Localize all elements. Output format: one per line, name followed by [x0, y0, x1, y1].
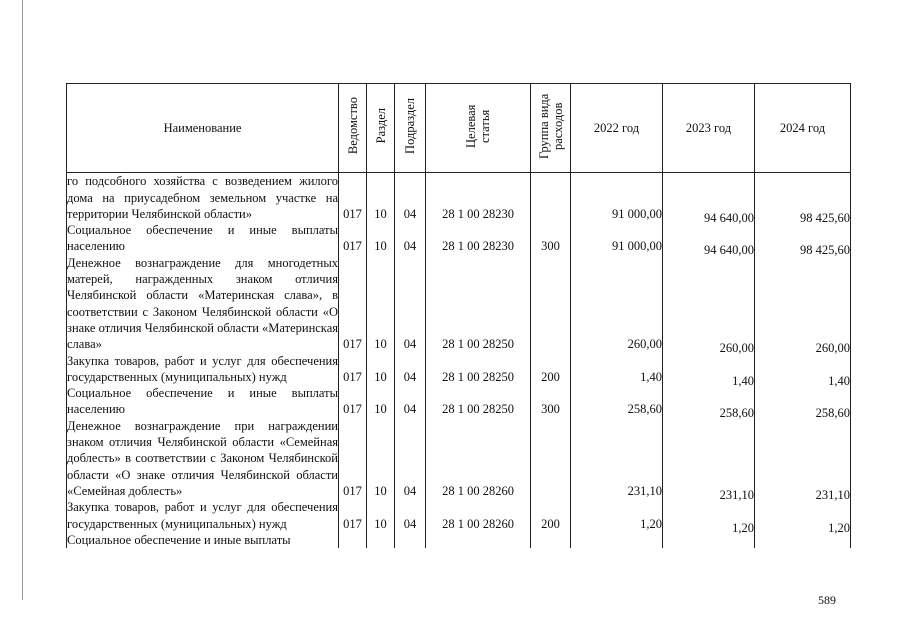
cell-vedomstvo: 017 [339, 499, 367, 532]
cell-2024: 1,40 [755, 357, 851, 390]
cell-vedomstvo [339, 532, 367, 548]
cell-2022: 1,20 [571, 499, 663, 532]
cell-2022 [571, 532, 663, 548]
cell-target: 28 1 00 28260 [426, 499, 531, 532]
cell-name: го подсобного хозяйства с возведением жилого дома на приусадебном земельном участке на территории Челябинской области» [67, 174, 338, 221]
cell-razdel: 10 [367, 255, 395, 353]
cell-razdel: 10 [367, 173, 395, 222]
table-row [67, 173, 851, 222]
cell-podrazdel: 04 [395, 418, 426, 499]
cell-vedomstvo: 017 [339, 255, 367, 353]
cell-name: Закупка товаров, работ и услуг для обеспечения государственных (муниципальных) нужд [67, 500, 338, 531]
cell-2024: 260,00 [755, 259, 851, 357]
cell-vedomstvo: 017 [339, 353, 367, 386]
table-body [67, 173, 851, 548]
cell-group [531, 173, 571, 222]
cell-2022: 91 000,00 [571, 222, 663, 255]
table-row [67, 418, 851, 499]
cell-group [531, 418, 571, 499]
header-razdel: Раздел [367, 84, 395, 173]
cell-podrazdel: 04 [395, 385, 426, 418]
cell-razdel: 10 [367, 222, 395, 255]
header-2022: 2022 год [571, 84, 663, 173]
cell-podrazdel [395, 532, 426, 548]
cell-podrazdel: 04 [395, 255, 426, 353]
cell-2023: 94 640,00 [663, 177, 755, 226]
cell-name: Денежное вознаграждение для многодетных матерей, награжденных знаком отличия Челябинской области «Материнская слава», в соответствии с Законом Челябинской области «О знаке отличия Челябинской области «Материнская слава» [67, 255, 338, 352]
cell-target: 28 1 00 28260 [426, 418, 531, 499]
cell-2023: 94 640,00 [663, 226, 755, 259]
cell-name: Денежное вознаграждение при награждении знаком отличия Челябинской области «Семейная доблесть» в соответствии с Законом Челябинской области «О знаке отличия Челябинской области «Семейная доблесть» [67, 418, 338, 498]
table-row [67, 222, 851, 255]
cell-2022: 231,10 [571, 418, 663, 499]
header-2023: 2023 год [663, 84, 755, 173]
cell-vedomstvo: 017 [339, 173, 367, 222]
cell-razdel: 10 [367, 499, 395, 532]
cell-2024: 98 425,60 [755, 177, 851, 226]
cell-podrazdel: 04 [395, 353, 426, 386]
cell-group: 300 [531, 222, 571, 255]
cell-2024 [755, 536, 851, 552]
cell-razdel: 10 [367, 418, 395, 499]
cell-2024: 1,20 [755, 503, 851, 536]
header-podrazdel: Подраздел [395, 84, 426, 173]
table-header [67, 84, 851, 173]
cell-2022: 91 000,00 [571, 173, 663, 222]
cell-razdel: 10 [367, 353, 395, 386]
cell-podrazdel: 04 [395, 499, 426, 532]
header-vedomstvo: Ведомство [339, 84, 367, 173]
table-row [67, 499, 851, 532]
cell-razdel: 10 [367, 385, 395, 418]
cell-podrazdel: 04 [395, 173, 426, 222]
cell-2023: 231,10 [663, 422, 755, 503]
cell-2022: 1,40 [571, 353, 663, 386]
cell-name: Социальное обеспечение и иные выплаты [67, 532, 339, 548]
header-group: Группа вида расходов [531, 84, 571, 173]
cell-group: 300 [531, 385, 571, 418]
cell-2023 [663, 536, 755, 552]
header-name: Наименование [67, 84, 339, 173]
budget-table [66, 83, 851, 548]
cell-group [531, 532, 571, 548]
cell-2024: 98 425,60 [755, 226, 851, 259]
cell-name: Закупка товаров, работ и услуг для обеспечения государственных (муниципальных) нужд [67, 353, 338, 384]
cell-target: 28 1 00 28250 [426, 255, 531, 353]
cell-razdel [367, 532, 395, 548]
cell-2023: 260,00 [663, 259, 755, 357]
cell-target: 28 1 00 28230 [426, 173, 531, 222]
cell-group: 200 [531, 499, 571, 532]
table-row [67, 255, 851, 353]
table-row [67, 385, 851, 418]
header-target: Целевая статья [426, 84, 531, 173]
cell-2023: 1,40 [663, 357, 755, 390]
cell-2023: 258,60 [663, 389, 755, 422]
cell-group [531, 255, 571, 353]
page-margin-line [22, 0, 23, 600]
cell-vedomstvo: 017 [339, 418, 367, 499]
cell-2024: 258,60 [755, 389, 851, 422]
cell-vedomstvo: 017 [339, 222, 367, 255]
cell-podrazdel: 04 [395, 222, 426, 255]
cell-2024: 231,10 [755, 422, 851, 503]
cell-2023: 1,20 [663, 503, 755, 536]
cell-2022: 258,60 [571, 385, 663, 418]
header-2024: 2024 год [755, 84, 851, 173]
cell-2022: 260,00 [571, 255, 663, 353]
page-number: 589 [818, 593, 836, 607]
cell-group: 200 [531, 353, 571, 386]
cell-vedomstvo: 017 [339, 385, 367, 418]
table-row [67, 353, 851, 386]
cell-name: Социальное обеспечение и иные выплаты населению [67, 223, 338, 254]
cell-target [426, 532, 531, 548]
cell-name: Социальное обеспечение и иные выплаты населению [67, 386, 338, 417]
cell-target: 28 1 00 28230 [426, 222, 531, 255]
cell-target: 28 1 00 28250 [426, 385, 531, 418]
cell-target: 28 1 00 28250 [426, 353, 531, 386]
